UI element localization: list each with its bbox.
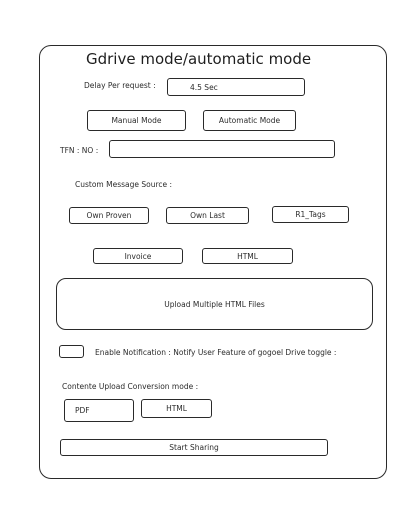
pdf-button[interactable]: PDF: [64, 399, 134, 422]
html-format-button[interactable]: HTML: [202, 248, 293, 264]
custom-message-label: Custom Message Source :: [75, 180, 173, 189]
conversion-label: Contente Upload Conversion mode :: [62, 382, 199, 391]
own-proven-button[interactable]: Own Proven: [69, 207, 149, 224]
upload-html-files-dropzone[interactable]: Upload Multiple HTML Files: [56, 278, 373, 330]
r1-tags-button[interactable]: R1_Tags: [272, 206, 349, 223]
notification-toggle[interactable]: [59, 345, 84, 358]
manual-mode-button[interactable]: Manual Mode: [87, 110, 186, 131]
invoice-button[interactable]: Invoice: [93, 248, 183, 264]
start-sharing-button[interactable]: Start Sharing: [60, 439, 328, 456]
own-last-button[interactable]: Own Last: [166, 207, 249, 224]
html-conversion-button[interactable]: HTML: [141, 399, 212, 418]
notification-label: Enable Notification : Notify User Feature of gogoel Drive toggle :: [95, 348, 337, 357]
tfn-label: TFN : NO :: [60, 146, 99, 155]
tfn-input[interactable]: [109, 140, 335, 158]
delay-input[interactable]: 4.5 Sec: [167, 78, 305, 96]
delay-label: Delay Per request :: [84, 81, 156, 90]
automatic-mode-button[interactable]: Automatic Mode: [203, 110, 296, 131]
page-title: Gdrive mode/automatic mode: [86, 50, 312, 68]
